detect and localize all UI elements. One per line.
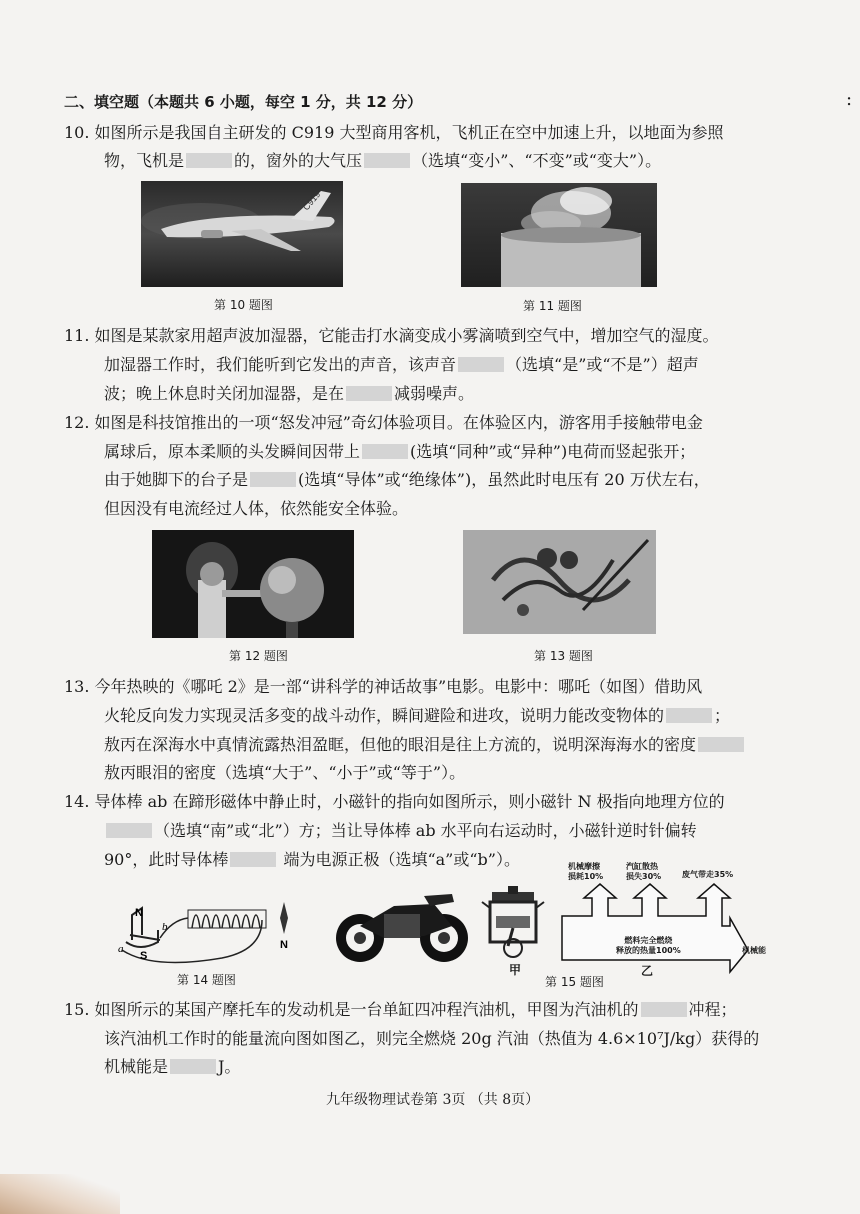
q15-text-c: 机械能是	[104, 1057, 169, 1076]
fig12-caption: 第 12 题图	[229, 649, 288, 663]
fig14-compass-n: N	[280, 939, 288, 951]
circuit-svg	[112, 880, 307, 970]
label-cylinder: 汽缸散热 损失30%	[626, 862, 662, 881]
static-ball-illustration	[152, 530, 354, 638]
fig14-label-n-upper: N	[135, 907, 143, 919]
fig15-label-yi: 乙	[641, 964, 654, 978]
q14-line3	[104, 850, 520, 870]
q11-line1: 11. 如图是某款家用超声波加湿器，它能击打水滴变成小雾滴喷到空气中，增加空气的湿度。	[64, 326, 719, 345]
fig11-humidifier-photo	[461, 183, 657, 287]
q15-text-a: 15. 如图所示的某国产摩托车的发动机是一台单缸四冲程汽油机，甲图为汽油机的	[64, 1000, 639, 1019]
q13-line4: 敖丙眼泪的密度（选填“大于”、“小于”或“等于”）。	[104, 763, 466, 782]
fig14-label-b: b	[162, 921, 168, 933]
q10-blank-2[interactable]	[364, 153, 410, 168]
q11-line2	[104, 355, 699, 375]
fig10-plane-mark: C919	[300, 189, 323, 213]
fig11-caption: 第 11 题图	[523, 299, 582, 313]
label-fuel: 燃料完全燃烧 释放的热量100%	[616, 936, 681, 955]
page-footer: 九年级物理试卷第 3页 （共 8页）	[326, 1092, 540, 1108]
q11-text-a: 加湿器工作时，我们能听到它发出的声音，该声音	[104, 355, 457, 374]
q11-text-d: 减弱噪声。	[394, 384, 475, 403]
engine-svg	[478, 886, 548, 960]
q15-line1	[64, 1000, 737, 1020]
edge-mark: :	[846, 89, 853, 110]
fig15-motorcycle	[334, 886, 470, 968]
humidifier-illustration	[461, 183, 657, 287]
fig14-label-a: a	[118, 943, 124, 955]
fig15-energy-flow	[558, 862, 778, 974]
q15-text-b: 冲程；	[688, 1000, 737, 1019]
q12-line2	[104, 442, 695, 462]
fig15-engine	[478, 886, 548, 960]
q12-text-d: (选填“导体”或“绝缘体”)，虽然此时电压有 20 万伏左右，	[298, 470, 710, 489]
label-exhaust: 废气带走35%	[682, 870, 734, 879]
q13-line1: 13. 今年热映的《哪吒 2》是一部“讲科学的神话故事”电影。电影中：哪吒（如图）借助风	[64, 677, 703, 696]
q14-line2	[104, 821, 697, 841]
q15-line2: 该汽油机工作时的能量流向图如图乙，则完全燃烧 20g 汽油（热值为 4.6×10⁷J/kg）获得的	[104, 1029, 760, 1048]
q13-text-b: ；	[714, 706, 731, 725]
fig15-label-jia: 甲	[509, 963, 522, 977]
fig10-caption: 第 10 题图	[214, 298, 273, 312]
q12-text-b: (选填“同种”或“异种”)电荷而竖起张开；	[410, 442, 696, 461]
q10-text-b: 的，窗外的大气压	[234, 151, 363, 170]
label-mechanical: 机械能	[742, 946, 766, 955]
q10-blank-1[interactable]	[186, 153, 232, 168]
q15-line3	[104, 1057, 240, 1077]
q12-line3	[104, 470, 710, 490]
q13-text-c: 敖丙在深海水中真情流露热泪盈眶，但他的眼泪是往上方流的，说明深海海水的密度	[104, 735, 697, 754]
q10-text-a: 物，飞机是	[104, 151, 185, 170]
q13-line3	[104, 735, 746, 755]
q14-blank-2[interactable]	[230, 852, 276, 867]
q12-line4: 但因没有电流经过人体，依然能安全体验。	[104, 499, 409, 518]
q10-line2	[104, 151, 661, 171]
q11-line3	[104, 384, 474, 404]
q11-text-b: （选填“是”或“不是”）超声	[506, 355, 699, 374]
q11-blank-2[interactable]	[346, 386, 392, 401]
q14-blank-1[interactable]	[106, 823, 152, 838]
q12-text-c: 由于她脚下的台子是	[104, 470, 249, 489]
q13-blank-1[interactable]	[666, 708, 712, 723]
q12-blank-1[interactable]	[362, 444, 408, 459]
q14-line1: 14. 导体棒 ab 在蹄形磁体中静止时，小磁针的指向如图所示，则小磁针 N 极指向地理方位的	[64, 792, 725, 811]
q14-text-d: 端为电源正极（选填“a”或“b”）。	[278, 850, 520, 869]
fig13-caption: 第 13 题图	[534, 649, 593, 663]
q13-blank-2[interactable]	[698, 737, 744, 752]
q12-line1: 12. 如图是科技馆推出的一项“怒发冲冠”奇幻体验项目。在体验区内，游客用手接触带电金	[64, 413, 703, 432]
q13-line2	[104, 706, 730, 726]
q11-blank-1[interactable]	[458, 357, 504, 372]
fig14-caption: 第 14 题图	[177, 973, 236, 987]
q15-blank-2[interactable]	[170, 1059, 216, 1074]
q10-line1: 10. 如图所示是我国自主研发的 C919 大型商用客机，飞机正在空中加速上升，以地面为参照	[64, 123, 724, 142]
label-friction: 机械摩擦 损耗10%	[568, 862, 604, 881]
scan-shadow	[0, 1174, 120, 1214]
q14-text-b: （选填“南”或“北”）方；当让导体棒 ab 水平向右运动时，小磁针逆时针偏转	[154, 821, 697, 840]
fig13-photo	[463, 530, 656, 634]
q12-blank-2[interactable]	[250, 472, 296, 487]
fig14-label-s: S	[140, 950, 148, 962]
section-title: 二、填空题（本题共 6 小题，每空 1 分，共 12 分）	[64, 93, 423, 111]
plane-illustration	[141, 181, 343, 287]
q13-text-a: 火轮反向发力实现灵活多变的战斗动作，瞬间避险和进攻，说明力能改变物体的	[104, 706, 665, 725]
fig14-diagram	[112, 880, 307, 970]
fig15-caption: 第 15 题图	[545, 975, 604, 989]
q10-text-c: （选填“变小”、“不变”或“变大”）。	[412, 151, 662, 170]
q15-text-d: J。	[218, 1057, 241, 1076]
q12-text-a: 属球后，原本柔顺的头发瞬间因带上	[104, 442, 361, 461]
q14-text-c: 90°，此时导体棒	[104, 850, 229, 869]
motorcycle-svg	[334, 886, 470, 968]
q15-blank-1[interactable]	[641, 1002, 687, 1017]
nezha-art-illustration	[463, 530, 656, 634]
fig12-photo	[152, 530, 354, 638]
q11-text-c: 波；晚上休息时关闭加湿器，是在	[104, 384, 345, 403]
fig10-plane-photo	[141, 181, 343, 287]
